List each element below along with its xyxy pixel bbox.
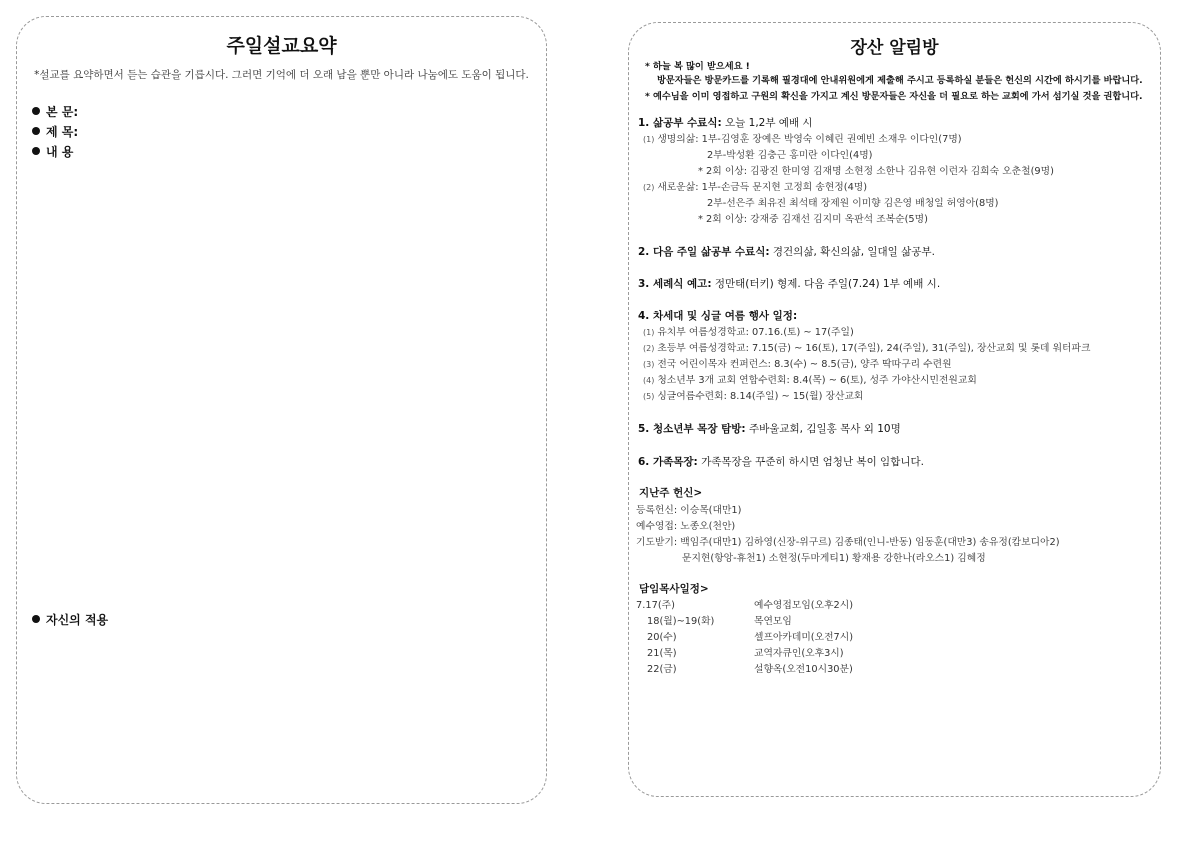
list-number: (3): [643, 360, 655, 369]
list-item: [643, 324, 854, 338]
visitor-greeting: * 하늘 복 많이 받으세요 !: [645, 61, 750, 72]
bullet-scripture-label: 본 문:: [46, 105, 79, 119]
section-2-text: 경건의삶, 확신의삶, 일대일 삶공부.: [769, 246, 935, 258]
list-text: 유치부 여름성경학교: 07.16.(토) ~ 17(주일): [657, 327, 854, 338]
schedule-event: 목연모임: [754, 616, 792, 627]
sermon-summary-instruction: *설교를 요약하면서 듣는 습관을 기릅시다. 그러면 기억에 더 오래 남을 뿐만 아니라 나눔에도 도움이 됩니다.: [34, 69, 529, 81]
list-text: 초등부 여름성경학교: 7.15(금) ~ 16(토), 17(주일), 24(주일), 31(주일), 장산교회 및 롯데 워터파크: [657, 343, 1091, 354]
section-5: [638, 421, 901, 436]
schedule-event: 예수영접모임(오후2시): [754, 600, 854, 611]
visitor-card-instruction: 방문자들은 방문카드를 기록해 필경대에 안내위원에게 제출해 주시고 등록하실 분들은 헌신의 시간에 하시기를 바랍니다.: [657, 75, 1143, 86]
bullet-content-label: 내 용: [46, 145, 74, 159]
bullet-dot: [32, 107, 40, 115]
list-number: (4): [643, 376, 655, 385]
section-6: [638, 454, 924, 469]
schedule-date: 20(수): [647, 632, 677, 643]
list-text: 2부-박성환 김충근 홍미란 이다인(4명): [707, 150, 873, 161]
offering-line: 등록헌신: 이승목(대만1): [636, 505, 742, 516]
section-1-text: 오늘 1,2부 예배 시: [721, 117, 813, 129]
list-number: (1): [643, 328, 655, 337]
list-item: [643, 372, 977, 386]
section-1-heading: 1. 삶공부 수료식:: [638, 117, 722, 129]
list-item: [698, 163, 1054, 177]
list-text: 싱글여름수련회: 8.14(주일) ~ 15(월) 장산교회: [657, 391, 864, 402]
list-item: [643, 131, 962, 145]
list-text: * 2회 이상: 김광진 한미영 김재명 소현정 소한나 김유현 이런자 김희숙 오춘철(9명): [698, 166, 1054, 177]
schedule-date: 7.17(주): [636, 600, 675, 611]
list-item: [643, 340, 1090, 354]
list-item: [643, 388, 863, 402]
list-text: * 2회 이상: 강재중 김재선 김지미 옥판석 조복순(5명): [698, 214, 928, 225]
offering-heading: 지난주 헌신>: [639, 487, 703, 499]
section-6-text: 가족목장을 꾸준히 하시면 엄청난 복이 임합니다.: [697, 456, 924, 468]
bullet-application: [32, 611, 108, 628]
bullet-scripture: [32, 103, 78, 120]
bullet-sermon-title: [32, 123, 78, 140]
list-number: (2): [643, 344, 655, 353]
list-text: 청소년부 3개 교회 연합수련회: 8.4(목) ~ 6(토), 성주 가야산시민전원교회: [657, 375, 977, 386]
bullet-dot: [32, 147, 40, 155]
offering-line: 문지현(항앙-휴천1) 소현정(두마게티1) 황재용 강한나(라오스1) 김혜정: [682, 553, 986, 564]
list-item: [698, 211, 928, 225]
bullet-sermon-title-label: 제 목:: [46, 125, 79, 139]
section-3-heading: 3. 세례식 예고:: [638, 278, 712, 290]
pastor-schedule-heading: 담임목사일정>: [639, 583, 709, 595]
schedule-date: 22(금): [647, 664, 677, 675]
schedule-event: 설향옥(오전10시30분): [754, 664, 853, 675]
believer-visitor-notice: * 예수님을 이미 영접하고 구원의 확신을 가지고 계신 방문자들은 자신을 더 필요로 하는 교회에 가서 섬기실 것을 권합니다.: [645, 91, 1143, 102]
list-text: 2부-선은주 최유진 최석태 장제원 이미향 김은영 배청일 허영아(8명): [707, 198, 999, 209]
announcements-title: 장산 알림방: [850, 38, 939, 58]
schedule-date: 21(목): [647, 648, 677, 659]
sermon-summary-title: 주일설교요약: [226, 35, 337, 57]
list-text: 새로운삶: 1부-손금득 문지현 고정희 송현정(4명): [657, 182, 868, 193]
list-number: (5): [643, 392, 655, 401]
bullet-application-label: 자신의 적용: [46, 613, 109, 627]
section-4: [638, 308, 797, 323]
list-item: [707, 195, 999, 209]
list-item: [643, 356, 952, 370]
list-number: (2): [643, 183, 655, 192]
offering-line: 예수영접: 노종오(천안): [636, 521, 736, 532]
list-text: 전국 어린이목자 컨퍼런스: 8.3(수) ~ 8.5(금), 양주 딱따구리 수련원: [657, 359, 952, 370]
schedule-date: 18(월)~19(화): [647, 616, 715, 627]
list-item: [707, 147, 872, 161]
visitor-notice: [645, 60, 1150, 88]
list-text: 생명의삶: 1부-김영훈 장예은 박영숙 이혜린 권예빈 소재우 이다인(7명): [657, 134, 962, 145]
section-5-text: 주바울교회, 김일홍 목사 외 10명: [745, 423, 901, 435]
bullet-dot: [32, 127, 40, 135]
section-1: [638, 115, 813, 130]
section-2-heading: 2. 다음 주일 삶공부 수료식:: [638, 246, 770, 258]
section-4-heading: 4. 차세대 및 싱글 여름 행사 일정:: [638, 310, 798, 322]
section-5-heading: 5. 청소년부 목장 탐방:: [638, 423, 746, 435]
announcements-panel: [628, 22, 1161, 797]
offering-line: 기도받기: 백임주(대만1) 김하영(신장-위구르) 김종태(인니-반동) 임동훈(대만3) 송유정(캄보디아2): [636, 537, 1060, 548]
section-2: [638, 244, 935, 259]
schedule-event: 교역자큐인(오후3시): [754, 648, 844, 659]
list-item: [643, 179, 867, 193]
schedule-event: 셀프아카데미(오전7시): [754, 632, 854, 643]
section-3-text: 정만태(터키) 형제. 다음 주일(7.24) 1부 예배 시.: [711, 278, 941, 290]
section-6-heading: 6. 가족목장:: [638, 456, 698, 468]
sermon-summary-panel: [16, 16, 547, 804]
section-3: [638, 276, 940, 291]
list-number: (1): [643, 135, 655, 144]
bullet-content: [32, 143, 73, 160]
bullet-dot: [32, 615, 40, 623]
